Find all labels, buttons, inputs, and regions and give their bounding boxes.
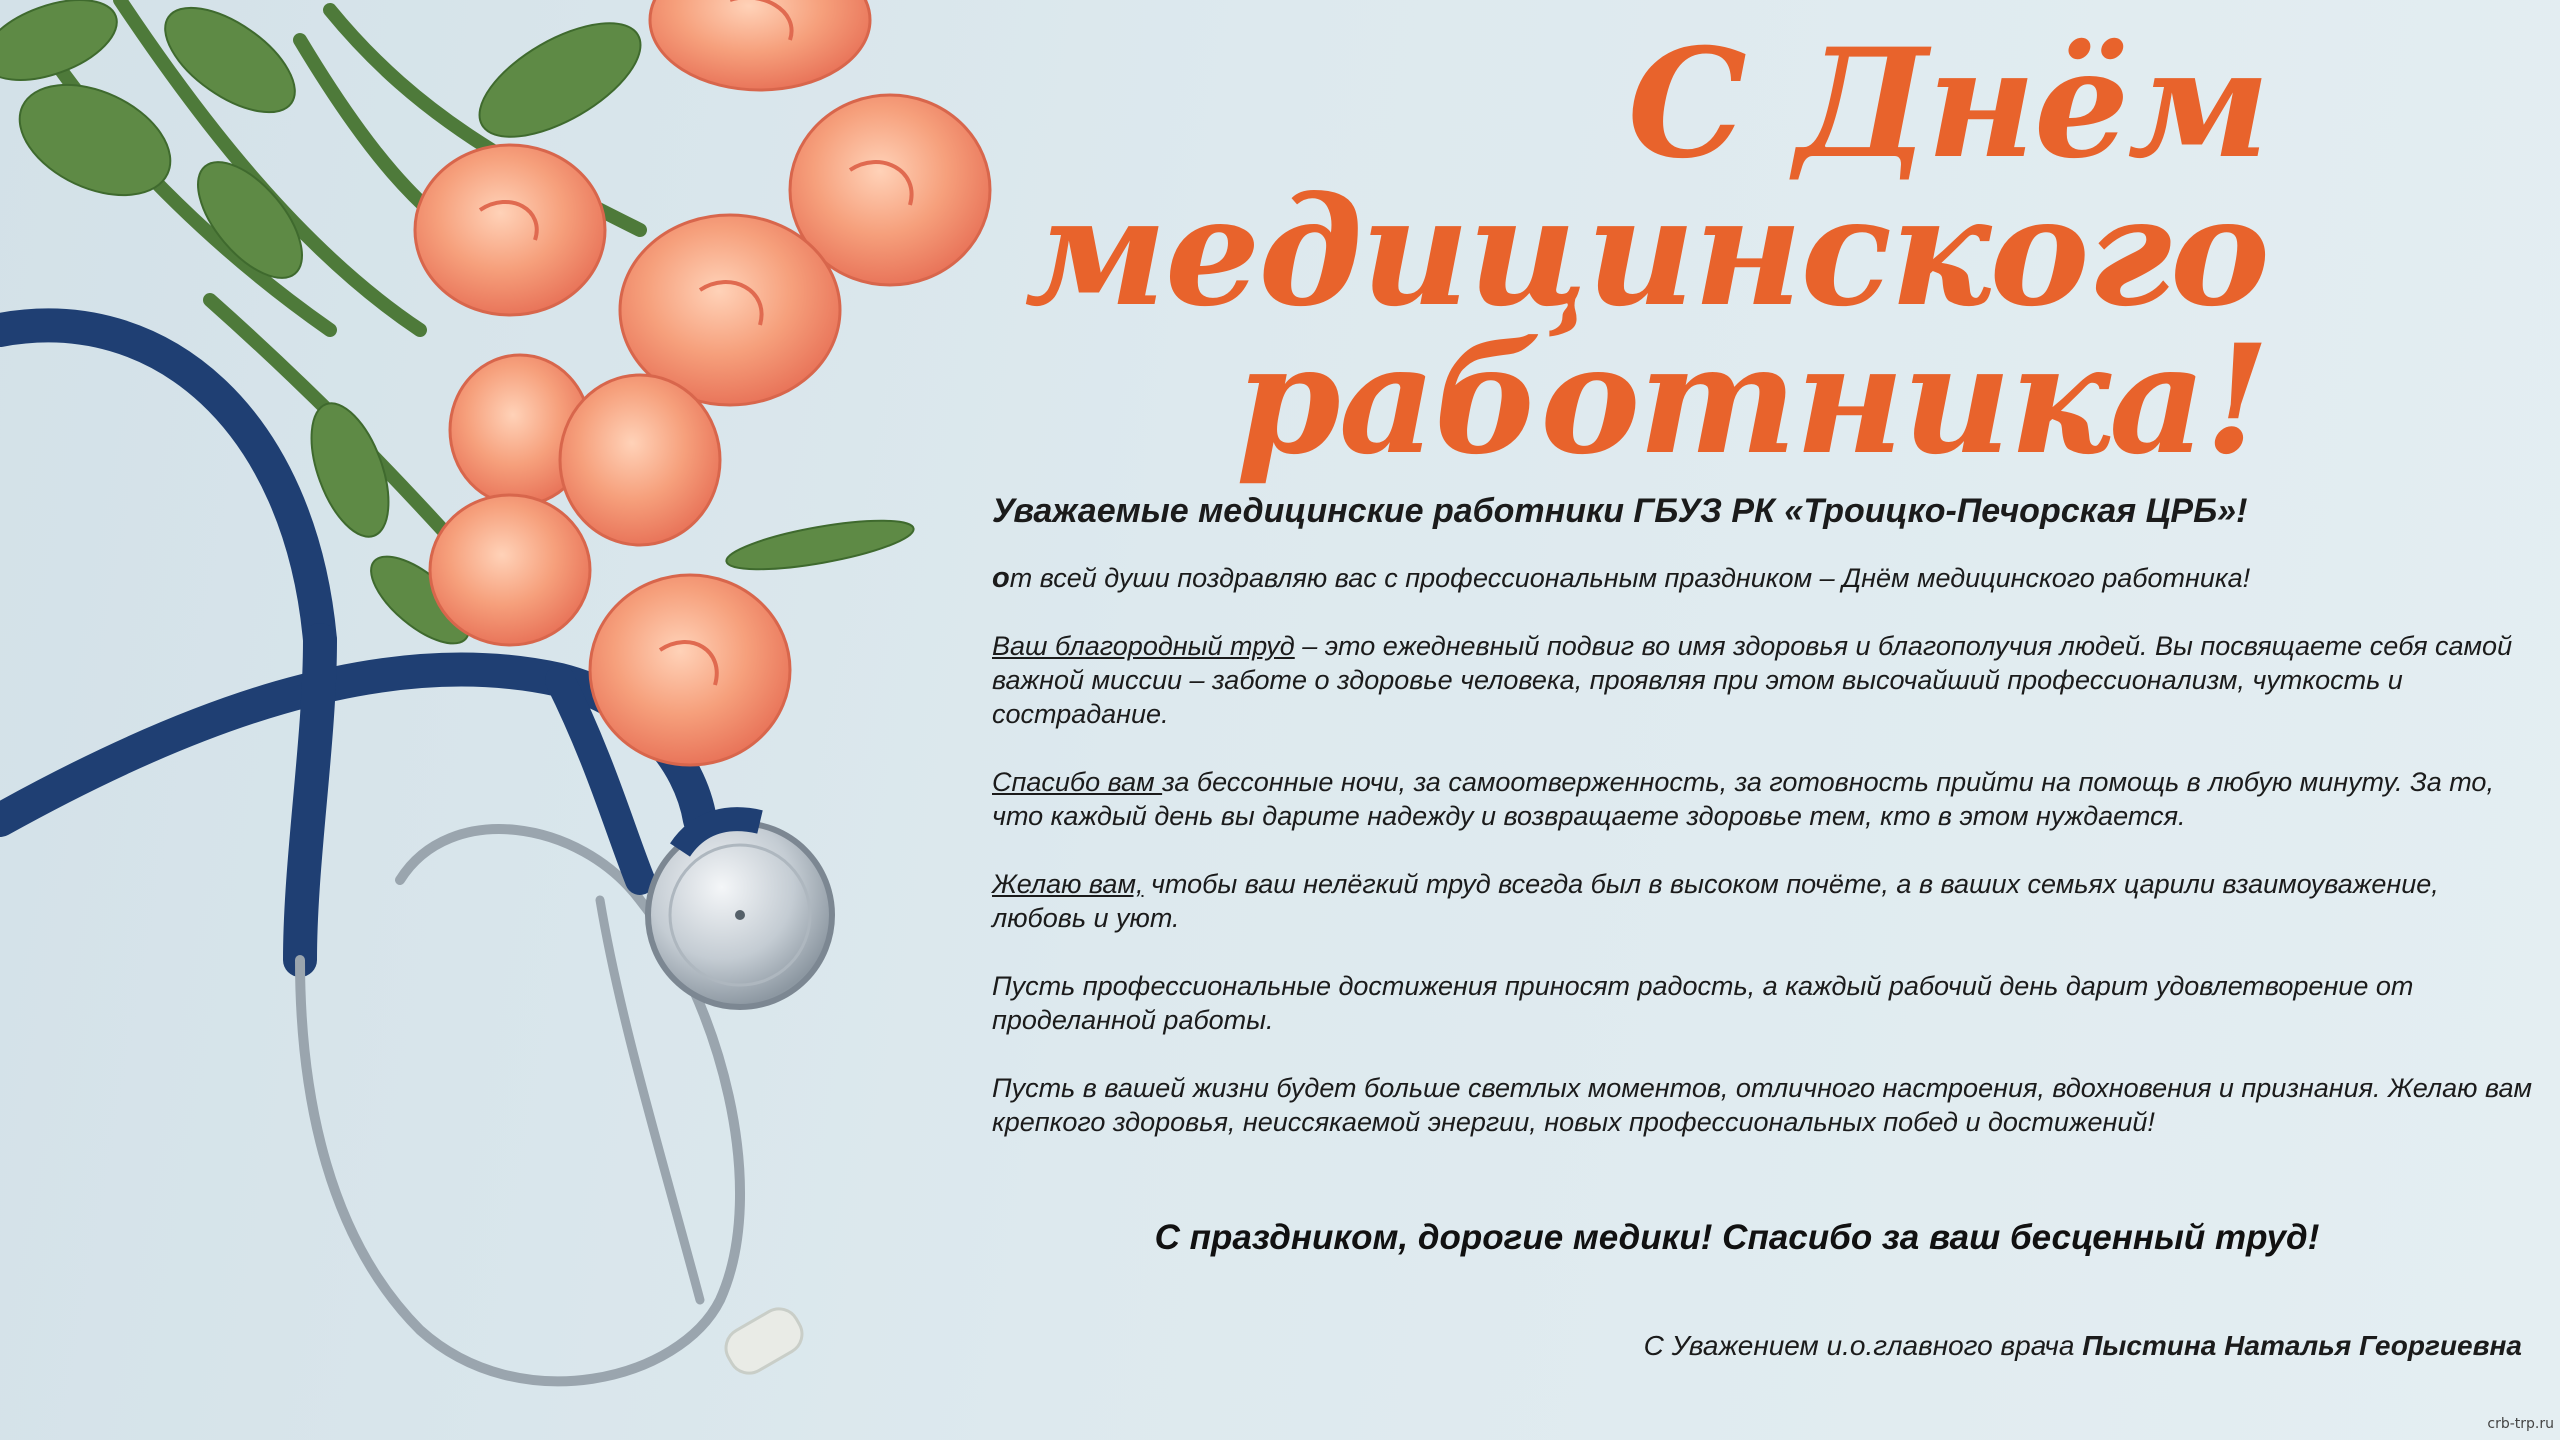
paragraph-1-initial: о bbox=[992, 562, 1010, 594]
title-line-3: работника! bbox=[1235, 312, 2268, 488]
paragraph-2-lead: Ваш благородный труд bbox=[992, 631, 1295, 661]
signature bbox=[1644, 1330, 2522, 1362]
roses-and-stethoscope-illustration bbox=[0, 0, 1000, 1440]
paragraph-4-text: чтобы ваш нелёгкий труд всегда был в высоком почёте, а в ваших семьях царили взаимоуважение, любовь и уют. bbox=[992, 869, 2439, 933]
paragraph-5: Пусть профессиональные достижения приносят радость, а каждый рабочий день дарит удовлетворение от проделанной работы. bbox=[992, 971, 2414, 1035]
paragraph-3-text: за бессонные ночи, за самоотверженность, за готовность прийти на помощь в любую минуту. За то, что каждый день вы дарите надежду и возвращаете здоровье тем, кто в этом нуждается. bbox=[992, 767, 2494, 831]
letter-greeting: Уважаемые медицинские работники ГБУЗ РК «Троицко-Печорская ЦРБ»! bbox=[992, 492, 2248, 530]
stethoscope-chestpiece bbox=[648, 819, 832, 1007]
signature-prefix: С Уважением и.о.главного врача bbox=[1643, 1330, 2083, 1361]
paragraph-6: Пусть в вашей жизни будет больше светлых моментов, отличного настроения, вдохновения и признания. Желаю вам крепкого здоровья, неиссякаемой энергии, новых профессиональных побед и достижений! bbox=[992, 1073, 2533, 1137]
watermark: crb-trp.ru bbox=[2487, 1416, 2554, 1432]
paragraph-3 bbox=[992, 765, 2532, 833]
paragraph-2 bbox=[992, 629, 2532, 731]
title-line-1: С Днём bbox=[1627, 16, 2268, 192]
paragraph-1-text: т всей души поздравляю вас с профессиональным праздником – Днём медицинского работника! bbox=[1009, 563, 2251, 593]
paragraph-1 bbox=[992, 561, 2532, 595]
paragraph-4 bbox=[992, 867, 2532, 935]
paragraph-2-text: – это ежедневный подвиг во имя здоровья и благополучия людей. Вы посвящаете себя самой важной миссии – заботе о здоровье человека, проявляя при этом высочайший профессионализм, чуткость и сострадание. bbox=[992, 631, 2513, 729]
closing-line: С праздником, дорогие медики! Спасибо за ваш бесценный труд! bbox=[1154, 1218, 2320, 1257]
paragraph-3-lead: Спасибо вам bbox=[992, 767, 1163, 797]
card-title bbox=[968, 16, 2268, 488]
title-line-2: медицинского bbox=[1024, 164, 2268, 340]
paragraph-4-lead: Желаю вам, bbox=[992, 869, 1144, 899]
congratulation-letter bbox=[992, 492, 2532, 1173]
signature-name: Пыстина Наталья Георгиевна bbox=[2082, 1330, 2522, 1361]
